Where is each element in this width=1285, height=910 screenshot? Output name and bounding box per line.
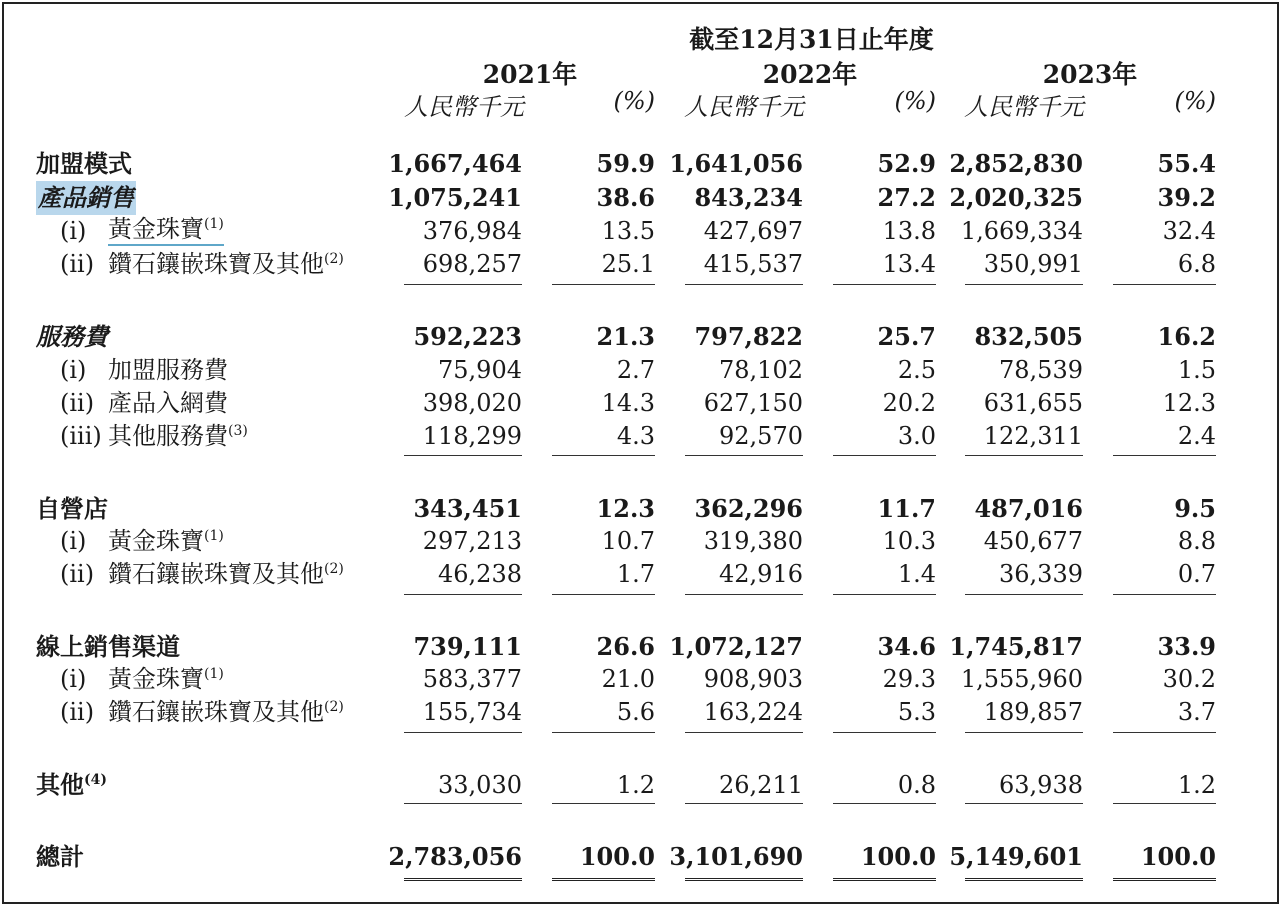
pct-2023: 30.2 [1162,665,1216,693]
footnote-ref: (2) [324,251,344,267]
footnote-ref: (1) [204,528,224,544]
subtotal-rule [552,455,655,456]
row-index: (i) [60,356,87,384]
value-2022: 3,101,690 [669,842,803,871]
row-index: (ii) [60,389,95,417]
pct-2021: 38.6 [596,183,655,212]
value-2021: 1,667,464 [388,149,522,178]
pct-heading-2023: (%) [1174,87,1216,115]
pct-2021: 1.7 [616,560,655,588]
footnote-ref: (3) [228,423,248,439]
value-2021: 33,030 [438,771,522,799]
row-label: 服務費 [36,322,108,351]
row-index: (iii) [60,422,102,450]
subtotal-rule [965,284,1083,285]
year-heading-2023: 2023年 [1042,60,1138,89]
pct-2021: 13.5 [601,217,655,245]
row-label: 鑽石鑲嵌珠寶及其他$^{(2)}$ [108,250,344,278]
unit-heading-2022: 人民幣千元 [684,93,804,121]
table-row [0,662,1280,696]
subtotal-rule [685,732,803,733]
subtotal-rule [404,803,522,804]
pct-2021: 21.3 [596,322,655,351]
total-double-rule [552,878,655,884]
pct-2021: 59.9 [596,149,655,178]
value-2021: 75,904 [438,356,522,384]
value-2021: 398,020 [422,389,522,417]
row-label: 黃金珠寶$^{(1)}$ [108,214,224,246]
pct-2021: 12.3 [596,494,655,523]
pct-2023: 3.7 [1177,698,1216,726]
subtotal-rule [685,455,803,456]
table-row [0,557,1280,591]
footnote-ref: (2) [324,561,344,577]
unit-heading-2021: 人民幣千元 [404,93,524,121]
pct-2022: 2.5 [897,356,936,384]
value-2023: 1,745,817 [949,632,1083,661]
footnote-ref: (1) [204,216,224,232]
pct-heading-2021: (%) [613,87,655,115]
pct-2022: 13.4 [882,250,936,278]
value-2022: 797,822 [694,322,803,351]
value-2023: 631,655 [983,389,1083,417]
table-row-service-fees [0,320,1280,354]
value-2021: 698,257 [422,250,522,278]
pct-2023: 2.4 [1177,422,1216,450]
value-2022: 908,903 [703,665,803,693]
subtotal-rule [552,732,655,733]
pct-2022: 20.2 [882,389,936,417]
pct-2022: 5.3 [897,698,936,726]
subtotal-rule [965,803,1083,804]
year-heading-2022: 2022年 [762,60,858,89]
subtotal-rule [685,594,803,595]
table-row-total [0,840,1280,874]
value-2023: 1,669,334 [960,217,1083,245]
subtotal-rule [404,284,522,285]
pct-2023: 9.5 [1174,494,1216,523]
table-row-others [0,768,1280,802]
row-index: (ii) [60,560,95,588]
value-2023: 1,555,960 [960,665,1083,693]
value-2023: 63,938 [999,771,1083,799]
row-label: 產品銷售 [36,181,136,215]
pct-2023: 33.9 [1157,632,1216,661]
value-2021: 376,984 [422,217,522,245]
table-row [0,386,1280,420]
pct-2022: 1.4 [897,560,936,588]
subtotal-rule [965,455,1083,456]
period-heading: 截至12月31日止年度 [689,25,934,54]
value-2022: 26,211 [719,771,803,799]
pct-2021: 100.0 [579,842,655,871]
total-double-rule [1113,878,1216,884]
total-double-rule [833,878,936,884]
pct-2021: 10.7 [601,527,655,555]
value-2022: 319,380 [703,527,803,555]
pct-2022: 0.8 [897,771,936,799]
value-2021: 118,299 [422,422,522,450]
footnote-ref: (1) [204,666,224,682]
pct-2023: 39.2 [1157,183,1216,212]
value-2023: 122,311 [983,422,1083,450]
pct-2023: 1.2 [1177,771,1216,799]
pct-2022: 25.7 [877,322,936,351]
row-label: 自營店 [36,494,108,523]
pct-heading-2022: (%) [894,87,936,115]
subtotal-rule [552,594,655,595]
row-index: (i) [60,217,87,245]
value-2022: 163,224 [703,698,803,726]
row-index: (i) [60,527,87,555]
table-row [0,419,1280,453]
year-heading-2021: 2021年 [482,60,578,89]
pct-2022: 13.8 [882,217,936,245]
row-index: (ii) [60,250,95,278]
table-row-franchise-model [0,147,1280,181]
value-2023: 36,339 [999,560,1083,588]
value-2023: 2,852,830 [949,149,1083,178]
row-label: 其他$^{(4)}$ [36,770,107,799]
pct-2022: 29.3 [882,665,936,693]
subtotal-rule [833,455,936,456]
unit-heading-2023: 人民幣千元 [964,93,1084,121]
value-2021: 343,451 [413,494,522,523]
value-2021: 739,111 [413,632,522,661]
value-2022: 1,641,056 [669,149,803,178]
pct-2021: 25.1 [601,250,655,278]
value-2022: 1,072,127 [669,632,803,661]
subtotal-rule [965,594,1083,595]
pct-2023: 1.5 [1177,356,1216,384]
value-2022: 362,296 [694,494,803,523]
table-row-self-operated-stores [0,492,1280,526]
table-row [0,524,1280,558]
row-label: 黃金珠寶$^{(1)}$ [108,527,224,555]
subtotal-rule [833,594,936,595]
pct-2021: 4.3 [616,422,655,450]
table-row [0,353,1280,387]
value-2022: 627,150 [703,389,803,417]
row-label: 線上銷售渠道 [36,632,180,661]
row-index: (i) [60,665,87,693]
row-label: 其他服務費$^{(3)}$ [108,422,248,450]
subtotal-rule [404,455,522,456]
subtotal-rule [1113,455,1216,456]
value-2022: 92,570 [719,422,803,450]
row-label: 鑽石鑲嵌珠寶及其他$^{(2)}$ [108,560,344,588]
pct-2023: 32.4 [1162,217,1216,245]
value-2023: 2,020,325 [949,183,1083,212]
pct-2023: 6.8 [1177,250,1216,278]
pct-2023: 0.7 [1177,560,1216,588]
subtotal-rule [552,284,655,285]
pct-2022: 34.6 [877,632,936,661]
value-2022: 42,916 [719,560,803,588]
pct-2021: 2.7 [616,356,655,384]
subtotal-rule [965,732,1083,733]
pct-2022: 100.0 [860,842,936,871]
pct-2021: 5.6 [616,698,655,726]
subtotal-rule [552,803,655,804]
pct-2021: 26.6 [596,632,655,661]
value-2021: 2,783,056 [388,842,522,871]
row-label: 加盟服務費 [108,356,228,384]
pct-2023: 100.0 [1140,842,1216,871]
value-2023: 487,016 [974,494,1083,523]
value-2023: 450,677 [983,527,1083,555]
pct-2022: 10.3 [882,527,936,555]
row-label: 總計 [36,842,84,871]
pct-2022: 11.7 [877,494,936,523]
row-label: 加盟模式 [36,149,132,178]
value-2022: 843,234 [694,183,803,212]
subtotal-rule [1113,732,1216,733]
total-double-rule [685,878,803,884]
value-2022: 415,537 [703,250,803,278]
subtotal-rule [1113,284,1216,285]
pct-2023: 8.8 [1177,527,1216,555]
value-2021: 592,223 [413,322,522,351]
value-2021: 46,238 [438,560,522,588]
subtotal-rule [404,732,522,733]
subtotal-rule [685,284,803,285]
pct-2021: 21.0 [601,665,655,693]
pct-2023: 16.2 [1157,322,1216,351]
footnote-ref: (2) [324,699,344,715]
pct-2021: 1.2 [616,771,655,799]
value-2022: 78,102 [719,356,803,384]
value-2023: 832,505 [974,322,1083,351]
subtotal-rule [404,594,522,595]
subtotal-rule [685,803,803,804]
table-row [0,247,1280,281]
total-double-rule [965,878,1083,884]
pct-2023: 12.3 [1162,389,1216,417]
table-row-product-sales [0,181,1280,215]
value-2021: 297,213 [422,527,522,555]
value-2021: 583,377 [422,665,522,693]
pct-2022: 52.9 [877,149,936,178]
row-label: 產品入網費 [108,389,228,417]
footnote-ref: (4) [84,772,107,788]
row-label: 鑽石鑲嵌珠寶及其他$^{(2)}$ [108,698,344,726]
subtotal-rule [833,732,936,733]
pct-2022: 27.2 [877,183,936,212]
value-2023: 350,991 [983,250,1083,278]
pct-2022: 3.0 [897,422,936,450]
table-row [0,214,1280,248]
subtotal-rule [1113,803,1216,804]
row-label: 黃金珠寶$^{(1)}$ [108,665,224,693]
value-2021: 155,734 [422,698,522,726]
subtotal-rule [1113,594,1216,595]
value-2023: 78,539 [999,356,1083,384]
value-2023: 189,857 [983,698,1083,726]
row-index: (ii) [60,698,95,726]
value-2022: 427,697 [703,217,803,245]
pct-2021: 14.3 [601,389,655,417]
value-2021: 1,075,241 [388,183,522,212]
subtotal-rule [833,803,936,804]
table-row-online-channels [0,630,1280,664]
subtotal-rule [833,284,936,285]
value-2023: 5,149,601 [949,842,1083,871]
total-double-rule [404,878,522,884]
table-row [0,695,1280,729]
pct-2023: 55.4 [1157,149,1216,178]
